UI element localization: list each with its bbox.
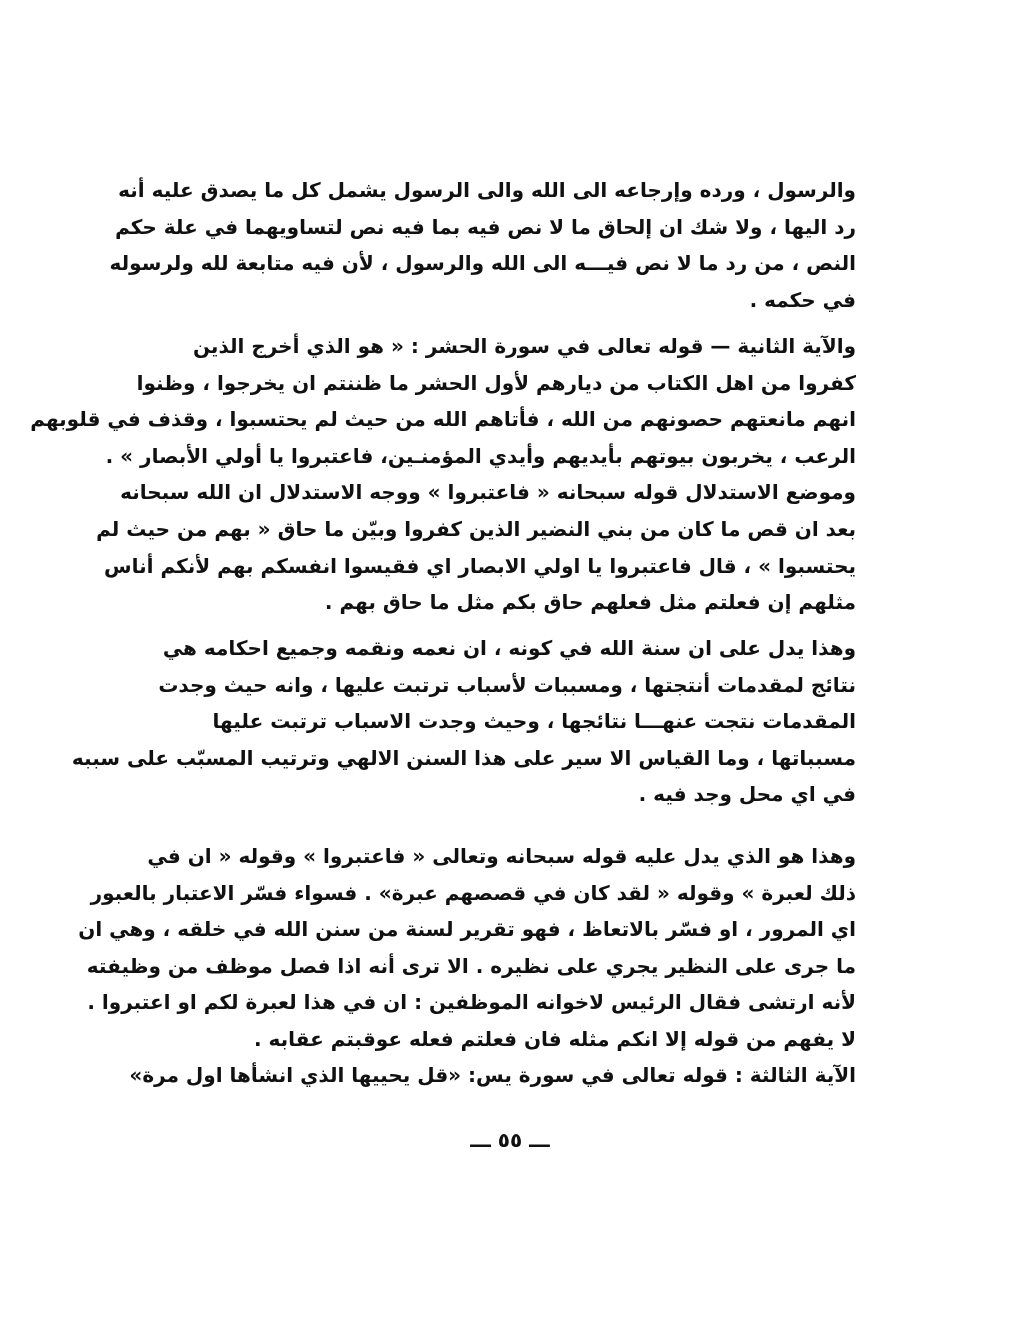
text-line: وهذا هو الذي يدل عليه قوله سبحانه وتعالى « فاعتبروا » وقوله « ان في: [147, 844, 856, 868]
paragraph-2: [30, 328, 856, 621]
text-line: في حكمه .: [749, 287, 856, 312]
text-line: النص ، من رد ما لا نص فيـــه الى الله والرسول ، لأن فيه متابعة لله ولرسوله: [109, 251, 856, 276]
text-line: بعد ان قص ما كان من بني النضير الذين كفروا وبيّن ما حاق « بهم من حيث لم: [96, 516, 856, 541]
text-line: مسبباتها ، وما القياس الا سير على هذا السنن الالهي وترتيب المسبّب على سببه: [71, 745, 856, 770]
paragraph-5: [129, 1057, 856, 1094]
paragraph-3: [71, 630, 856, 813]
text-line: والآية الثانية — قوله تعالى في سورة الحشر : « هو الذي أخرج الذين: [192, 334, 856, 358]
text-line: كفروا من اهل الكتاب من ديارهم لأول الحشر ما ظننتم ان يخرجوا ، وظنوا: [136, 370, 856, 395]
text-line: وموضع الاستدلال قوله سبحانه « فاعتبروا » ووجه الاستدلال ان الله سبحانه: [120, 480, 856, 505]
text-line: انهم مانعتهم حصونهم من الله ، فأتاهم الله من حيث لم يحتسبوا ، وقذف في قلوبهم: [30, 407, 856, 432]
text-line: المقدمات نتجت عنهـــا نتائجها ، وحيث وجدت الاسباب ترتبت عليها: [212, 709, 856, 734]
text-line: والرسول ، ورده وإرجاعه الى الله والى الرسول يشمل كل ما يصدق عليه أنه: [118, 178, 856, 202]
text-line: ذلك لعبرة » وقوله « لقد كان في قصصهم عبرة» . فسواء فسّر الاعتبار بالعبور: [90, 880, 856, 905]
text-line: رد اليها ، ولا شك ان إلحاق ما لا نص فيه بما فيه نص لتساويهما في علة حكم: [115, 214, 856, 239]
text-line: في اي محل وجد فيه .: [638, 782, 856, 807]
text-line: الرعب ، يخربون بيوتهم بأيديهم وأيدي المؤمنـين، فاعتبروا يا أولي الأبصار » .: [105, 443, 856, 468]
text-line: نتائج لمقدمات أنتجتها ، ومسببات لأسباب ترتبت عليها ، وانه حيث وجدت: [158, 672, 856, 697]
text-line: يحتسبوا » ، قال فاعتبروا يا اولي الابصار اي فقيسوا انفسكم بهم لأنكم أناس: [104, 553, 856, 578]
paragraph-1: [109, 172, 856, 318]
text-line: لأنه ارتشى فقال الرئيس لاخوانه الموظفين : ان في هذا لعبرة لكم او اعتبروا .: [87, 990, 856, 1015]
text-line: مثلهم إن فعلتم مثل فعلهم حاق بكم مثل ما حاق بهم .: [324, 590, 856, 615]
text-line: لا يفهم من قوله إلا انكم مثله فان فعلتم فعله عوقبتم عقابه .: [253, 1026, 856, 1051]
page-number: ـــ ٥٥ ـــ: [470, 1128, 550, 1152]
text-line: الآية الثالثة : قوله تعالى في سورة يس: «قل يحييها الذي انشأها اول مرة»: [129, 1063, 856, 1087]
text-line: اي المرور ، او فسّر بالاتعاظ ، فهو تقرير لسنة من سنن الله في خلقه ، وهي ان: [78, 917, 856, 942]
paragraph-4: [78, 838, 856, 1058]
text-line: وهذا يدل على ان سنة الله في كونه ، ان نعمه ونقمه وجميع احكامه هي: [162, 636, 856, 660]
text-line: ما جرى على النظير يجري على نظيره . الا ترى أنه اذا فصل موظف من وظيفته: [86, 953, 856, 978]
